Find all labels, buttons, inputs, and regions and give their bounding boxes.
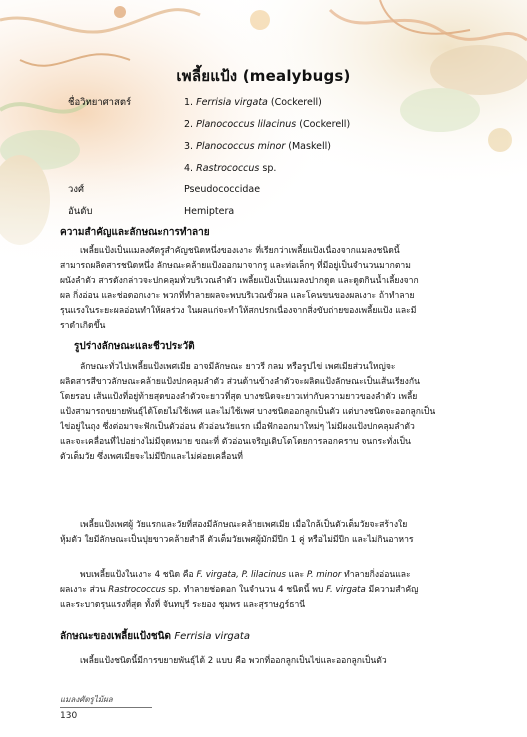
heading-text: ลักษณะของเพลี้ยแป้งชนิด bbox=[60, 631, 171, 642]
morphology-paragraph-female bbox=[60, 360, 470, 465]
paragraph-line: ลักษณะทั่วไปเพลี้ยแป้งเพศเมีย อาจมีลักษณะ ยาวรี กลม หรือรูปไข่ เพศเมียส่วนใหญ่จะ bbox=[80, 362, 396, 372]
section-heading-importance: ความสำคัญและลักษณะการทำลาย bbox=[60, 227, 210, 238]
paragraph-line: เพลี้ยแป้งเพศผู้ วัยแรกและวัยที่สองมีลักษณะคล้ายเพศเมีย เมื่อใกล้เป็นตัวเต็มวัยจะสร้างใย bbox=[80, 520, 408, 530]
species-author: (Maskell) bbox=[288, 141, 331, 152]
page-number: 130 bbox=[60, 711, 78, 721]
species-item bbox=[184, 162, 276, 175]
page-title: เพลี้ยแป้ง (mealybugs) bbox=[176, 67, 351, 85]
species-number: 1. bbox=[184, 97, 194, 108]
order-label: อันดับ bbox=[68, 206, 93, 217]
heading-species-name: Ferrisia virgata bbox=[174, 631, 250, 642]
family-value: Pseudococcidae bbox=[184, 184, 261, 195]
species-item bbox=[184, 140, 331, 153]
paragraph-line: เพลี้ยแป้งเป็นแมลงศัตรูสำคัญชนิดหนึ่งของเงาะ ที่เรียกว่าเพลี้ยแป้งเนื่องจากแมลงชนิดนี้ bbox=[80, 246, 400, 256]
species-name: Planococcus lilacinus bbox=[196, 119, 297, 130]
species-item bbox=[184, 96, 322, 109]
species-name: Planococcus minor bbox=[196, 141, 286, 152]
paragraph-line: ไข่อยู่ในถุง ซึ่งต่อมาจะฟักเป็นตัวอ่อน ตัวอ่อนวัยแรก เมื่อฟักออกมาใหม่ๆ ไม่มีผงแป้งปกคลุมลำตัว bbox=[60, 422, 415, 432]
section-heading-ferrisia bbox=[60, 630, 250, 644]
paragraph-line: และระบาดรุนแรงที่สุด ทั้งที่ จันทบุรี ระยอง ชุมพร และสุราษฎร์ธานี bbox=[60, 600, 306, 610]
paragraph-line: ตัวเต็มวัย ซึ่งเพศเมียจะไม่มีปีกและไม่ค่อยเคลื่อนที่ bbox=[60, 452, 243, 462]
species-author: (Cockerell) bbox=[270, 97, 322, 108]
species-name: Rastrococcus bbox=[196, 163, 260, 174]
footer-divider bbox=[60, 707, 152, 708]
ferrisia-paragraph bbox=[60, 654, 470, 669]
paragraph-line: โดยรอบ เส้นแป้งที่อยู่ท้ายสุดของลำตัวจะยาวที่สุด บางชนิดจะยาวเท่ากับความยาวของลำตัว เพลี้ย bbox=[60, 392, 418, 402]
importance-paragraph bbox=[60, 244, 470, 334]
species-number: 4. bbox=[184, 163, 194, 174]
paragraph-line: แป้งสามารถขยายพันธุ์ได้โดยไม่ใช้เพศ และไม่ใช้เพศ บางชนิดออกลูกเป็นตัว แต่บางชนิดจะออกลูกเป็น bbox=[60, 407, 436, 417]
section-heading-morphology: รูปร่างลักษณะและชีวประวัติ bbox=[74, 341, 195, 352]
order-value: Hemiptera bbox=[184, 206, 235, 217]
morphology-paragraph-male bbox=[60, 518, 470, 548]
paragraph-line: ผล กิ่งอ่อน และช่อดอกเงาะ พวกที่ทำลายผลจะพบบริเวณขั้วผล และโคนขนของผลเงาะ ถ้าทำลาย bbox=[60, 291, 415, 301]
species-occurrence-paragraph bbox=[60, 568, 470, 613]
species-item bbox=[184, 118, 350, 131]
family-label: วงศ์ bbox=[68, 184, 85, 195]
species-number: 2. bbox=[184, 119, 194, 130]
paragraph-line: รุนแรงในระยะผลอ่อนทำให้ผลร่วง ในผลแก่จะทำให้สกปรกเนื่องจากสิ่งขับถ่ายของเพลี้ยแป้ง และมี bbox=[60, 306, 417, 316]
species-name: Ferrisia virgata bbox=[196, 97, 268, 108]
paragraph-line: พบเพลี้ยแป้งในเงาะ 4 ชนิด คือ F. virgata, P. lilacinus และ P. minor ทำลายกิ่งอ่อนและ bbox=[80, 570, 411, 580]
species-author: (Cockerell) bbox=[299, 119, 351, 130]
footer-book-title: แมลงศัตรูไม้ผล bbox=[60, 695, 113, 704]
paragraph-line: และจะเคลื่อนที่ไปอย่างไม่มีจุดหมาย ขณะที่ ตัวอ่อนเจริญเติบโตโดยการลอกคราบ จนกระทั่งเป็น bbox=[60, 437, 411, 447]
paragraph-line: ราดำเกิดขึ้น bbox=[60, 321, 106, 331]
paragraph-line: เพลี้ยแป้งชนิดนี้มีการขยายพันธุ์ได้ 2 แบบ คือ พวกที่ออกลูกเป็นไข่และออกลูกเป็นตัว bbox=[80, 656, 387, 666]
paragraph-line: หุ้มตัว ใยมีลักษณะเป็นปุยขาวคล้ายสำลี ตัวเต็มวัยเพศผู้มักมีปีก 1 คู่ หรือไม่มีปีก และไม่กินอาหาร bbox=[60, 535, 414, 545]
paragraph-line: ผลิตสารสีขาวลักษณะคล้ายแป้งปกคลุมลำตัว ส่วนด้านข้างลำตัวจะผลิตแป้งลักษณะเป็นเส้นเรียงกัน bbox=[60, 377, 420, 387]
species-number: 3. bbox=[184, 141, 194, 152]
scientific-name-label: ชื่อวิทยาศาสตร์ bbox=[68, 97, 132, 108]
paragraph-line: ผนังลำตัว สารดังกล่าวจะปกคลุมทั่วบริเวณลำตัว เพลี้ยแป้งเป็นแมลงปากดูด และดูดกินน้ำเลี้ยงจาก bbox=[60, 276, 419, 286]
paragraph-line: ผลเงาะ ส่วน Rastrococcus sp. ทำลายช่อดอก ในจำนวน 4 ชนิดนี้ พบ F. virgata มีความสำคัญ bbox=[60, 585, 419, 595]
species-author: sp. bbox=[262, 163, 277, 174]
paragraph-line: สามารถผลิตสารชนิดหนึ่ง ลักษณะคล้ายแป้งออกมาจากรู และท่อเล็กๆ ที่มีอยู่เป็นจำนวนมากตาม bbox=[60, 261, 411, 271]
